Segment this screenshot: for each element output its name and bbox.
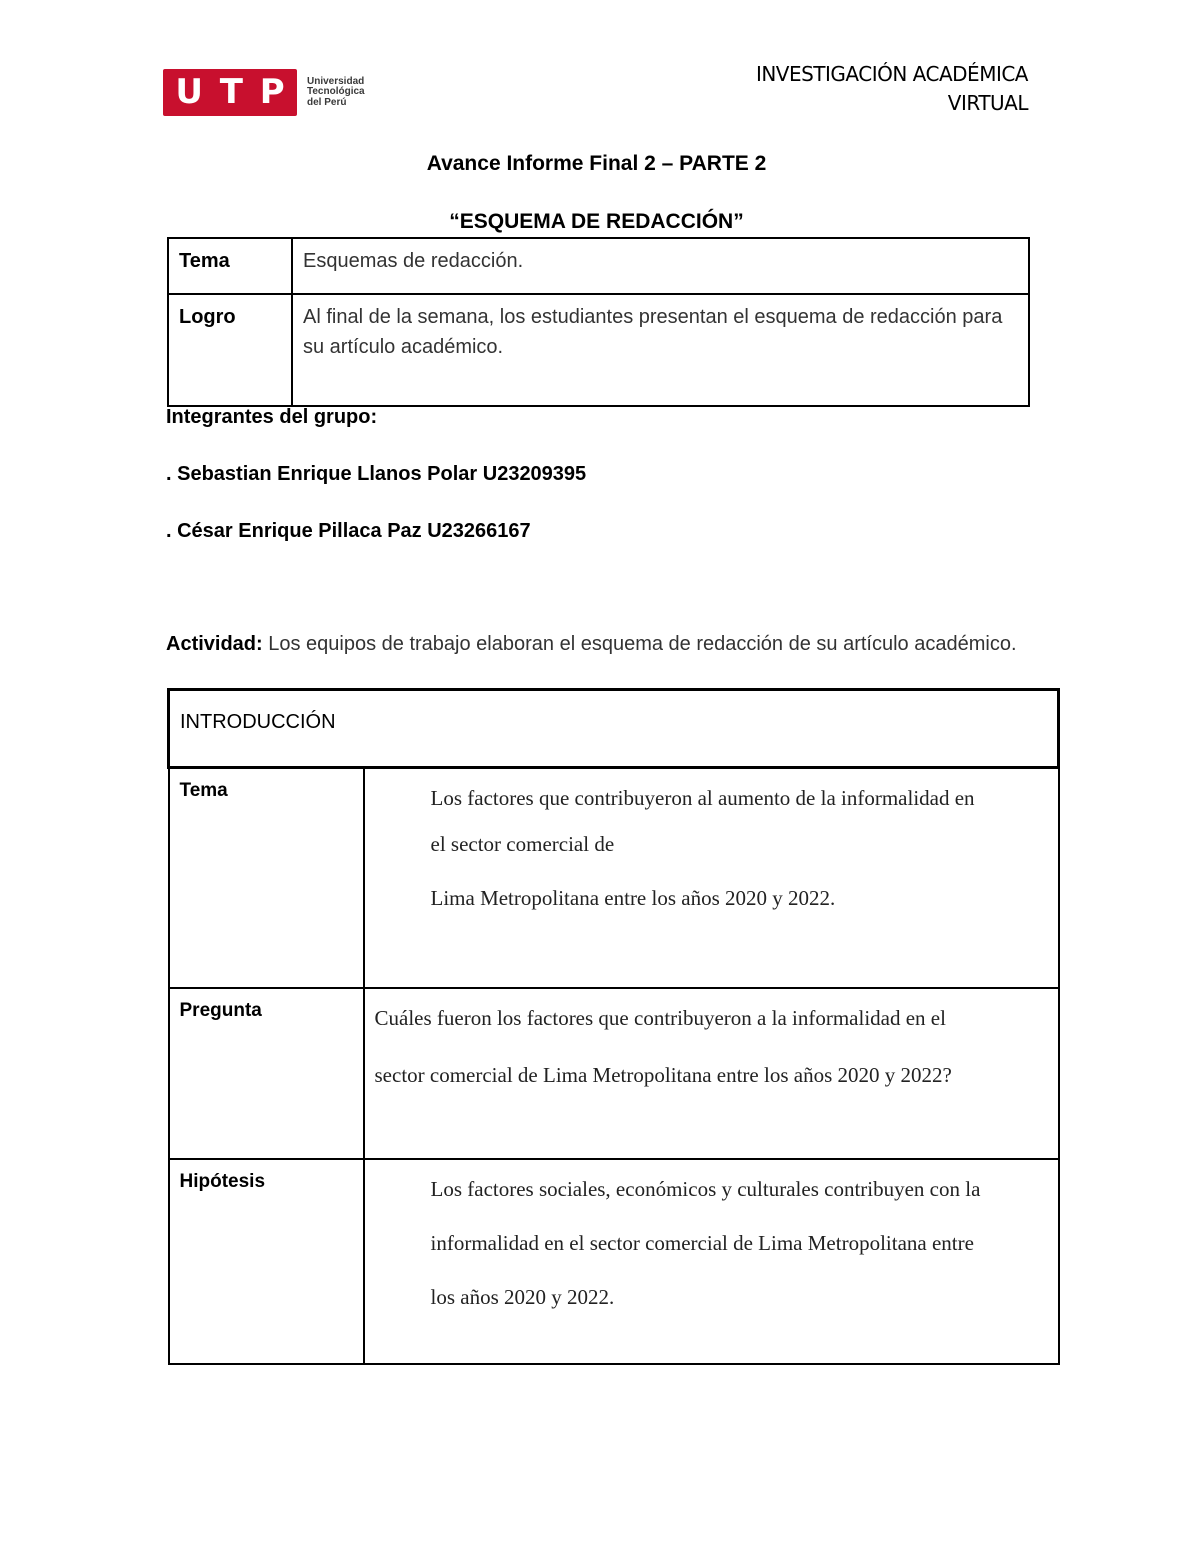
activity-label: Actividad: — [166, 633, 263, 655]
activity-text: Los equipos de trabajo elaboran el esquema de redacción de su artículo académico. — [262, 633, 1017, 655]
logro-label: Logro — [179, 306, 236, 328]
pregunta-content — [366, 990, 1057, 1088]
header-title-line1: INVESTIGACIÓN ACADÉMICA — [755, 62, 1028, 86]
table-cell — [364, 1159, 1059, 1364]
tema-value: Esquemas de redacción. — [303, 250, 524, 272]
logo-wordmark — [307, 77, 365, 109]
table-cell — [168, 238, 292, 294]
table-cell — [364, 988, 1059, 1159]
content-line: el sector comercial de — [430, 832, 615, 856]
content-line: Cuáles fueron los factores que contribuyeron a la informalidad en el — [374, 1005, 946, 1030]
table-row — [169, 988, 1059, 1159]
utp-logo-mark — [163, 69, 297, 116]
table-cell — [169, 988, 364, 1159]
activity-paragraph — [166, 630, 1046, 658]
content-line: los años 2020 y 2022. — [430, 1284, 615, 1309]
table-cell — [168, 294, 292, 406]
content-line: informalidad en el sector comercial de Lima Metropolitana entre — [430, 1230, 974, 1255]
tema-label: Tema — [179, 250, 230, 272]
logo-letter-u: U — [175, 72, 203, 112]
row-label-pregunta: Pregunta — [179, 999, 262, 1021]
logo-letter-p: P — [259, 72, 285, 112]
table-cell — [169, 768, 364, 988]
schema-table — [167, 688, 1060, 1365]
header-title — [756, 60, 1028, 118]
group-member: . César Enrique Pillaca Paz U23266167 — [166, 520, 531, 542]
group-member: . Sebastian Enrique Llanos Polar U23209395 — [166, 463, 587, 485]
logo-text-line: Universidad — [307, 75, 365, 87]
tema-content — [366, 770, 1057, 911]
table-row — [168, 294, 1029, 406]
group-heading: Integrantes del grupo: — [166, 406, 378, 428]
utp-logo — [163, 69, 365, 116]
content-line: Los factores que contribuyeron al aumento de la informalidad en — [430, 786, 975, 810]
table-cell — [169, 690, 1059, 768]
logro-value: Al final de la semana, los estudiantes presentan el esquema de redacción para su artículo académico. — [303, 306, 1003, 358]
logo-letter-t: T — [219, 72, 243, 112]
table-cell — [292, 294, 1029, 406]
document-title: Avance Informe Final 2 – PARTE 2 — [426, 152, 767, 175]
table-cell — [169, 1159, 364, 1364]
table-cell — [364, 768, 1059, 988]
table-row — [168, 238, 1029, 294]
logo-text-line: del Perú — [307, 96, 347, 108]
hipotesis-content — [366, 1161, 1057, 1310]
info-table — [167, 237, 1030, 407]
content-line: sector comercial de Lima Metropolitana entre los años 2020 y 2022? — [374, 1062, 952, 1087]
table-row — [169, 690, 1059, 768]
row-label-hipotesis: Hipótesis — [179, 1170, 266, 1192]
document-subtitle: “ESQUEMA DE REDACCIÓN” — [449, 210, 744, 233]
content-line: Los factores sociales, económicos y culturales contribuyen con la — [430, 1176, 981, 1201]
content-line: Lima Metropolitana entre los años 2020 y 2022. — [430, 886, 836, 910]
header-title-line2: VIRTUAL — [947, 91, 1028, 115]
logo-text-line: Tecnológica — [307, 86, 365, 98]
row-label-tema: Tema — [179, 780, 228, 801]
table-row — [169, 768, 1059, 988]
table-cell — [292, 238, 1029, 294]
section-heading: INTRODUCCIÓN — [180, 711, 336, 733]
table-row — [169, 1159, 1059, 1364]
